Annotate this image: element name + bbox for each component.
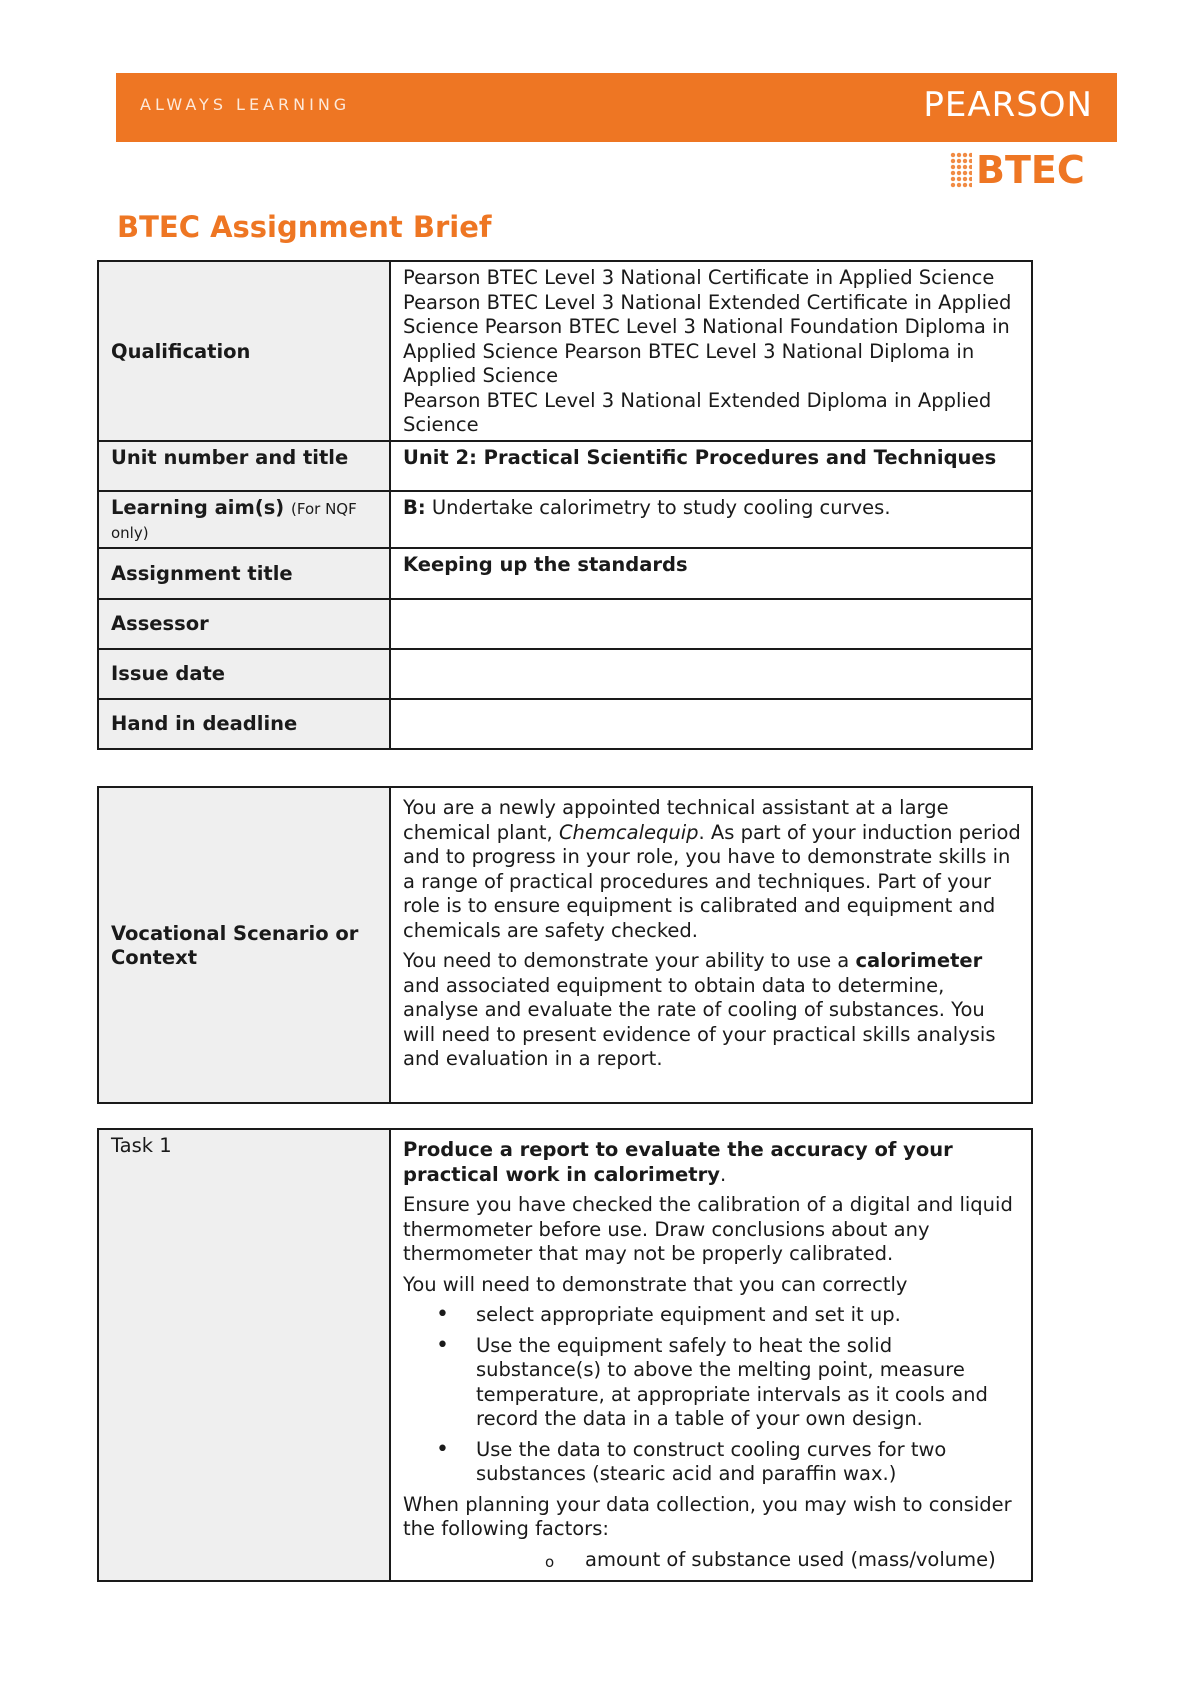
task-heading-end: . [719,1162,727,1186]
task-paragraph: When planning your data collection, you may wish to consider the following factors: [403,1492,1012,1540]
learning-aim-label-text: Learning aim(s) [111,495,285,519]
scenario-paragraph [403,796,1021,943]
assessor-label: Assessor [98,599,390,649]
btec-dots-icon [950,152,972,188]
learning-aim-value [390,491,1032,548]
table-row [98,261,1032,441]
assignment-title-value: Keeping up the standards [390,548,1032,599]
list-item: o amount of substance used (mass/volume) [403,1548,1021,1573]
btec-logo-text: BTEC [976,148,1085,192]
task-heading [403,1138,1021,1187]
task-label: Task 1 [98,1129,390,1581]
page-title: BTEC Assignment Brief [117,210,492,244]
table-row [98,441,1032,491]
scenario-text-c: You need to demonstrate your ability to use a [403,949,856,972]
list-item: • Use the data to construct cooling curves for two substances (stearic acid and paraffin wax.) [403,1438,1021,1487]
table-row [98,699,1032,749]
issue-date-label: Issue date [98,649,390,699]
details-table [97,260,1033,750]
unit-value: Unit 2: Practical Scientific Procedures and Techniques [390,441,1032,491]
table-row [98,599,1032,649]
assignment-title-label: Assignment title [98,548,390,599]
assessor-value[interactable] [390,599,1032,649]
company-name: Chemcalequip [558,820,699,844]
table-row [98,491,1032,548]
qualification-line: Pearson BTEC Level 3 National Extended Diploma in Applied Science [403,388,992,436]
task-bullet-list [403,1303,1021,1487]
qualification-label: Qualification [98,261,390,441]
task-table [97,1128,1033,1582]
pearson-logo: PEARSON [923,85,1093,125]
task-sub-list [403,1548,1021,1573]
scenario-text [390,787,1032,1103]
qualification-line: Pearson BTEC Level 3 National Extended Certificate in Applied Science Pearson BTEC Level 3 National Foundation Diploma in Applied Science Pearson BTEC Level 3 National Diploma in Applied Science [403,290,1012,387]
table-row [98,548,1032,599]
learning-aim-note: (For NQF only) [111,499,357,542]
issue-date-value[interactable] [390,649,1032,699]
unit-label: Unit number and title [98,441,390,491]
scenario-table [97,786,1033,1104]
deadline-value[interactable] [390,699,1032,749]
qualification-line: Pearson BTEC Level 3 National Certificate in Applied Science [403,266,995,289]
scenario-text-a: You are a newly appointed technical assistant at a large chemical plant, [403,796,949,844]
task-paragraph: Ensure you have checked the calibration of a digital and liquid thermometer before use. Draw conclusions about any thermometer that may not be properly calibrated. [403,1193,1013,1265]
scenario-label: Vocational Scenario or Context [98,787,390,1103]
scenario-paragraph [403,949,1021,1072]
table-row [98,1129,1032,1581]
table-row [98,649,1032,699]
learning-aim-prefix: B: [403,495,426,519]
learning-aim-label [98,491,390,548]
calorimeter-term: calorimeter [855,949,983,972]
scenario-text-b: . As part of your induction period and to progress in your role, you have to demonstrate skills in a range of practical procedures and techniques. Part of your role is to ensure equipment is calibrated and equipment and chemicals are safety checked. [403,820,1021,942]
btec-logo [950,148,1085,192]
list-item: • Use the equipment safely to heat the solid substance(s) to above the melting point, measure temperature, at appropriate intervals as it cools and record the data in a table of your own design. [403,1334,1021,1432]
tagline: ALWAYS LEARNING [140,95,351,114]
task-content [390,1129,1032,1581]
task-heading-text: Produce a report to evaluate the accuracy of your practical work in calorimetry [403,1138,953,1186]
deadline-label: Hand in deadline [98,699,390,749]
learning-aim-text: Undertake calorimetry to study cooling curves. [431,495,891,519]
task-paragraph: You will need to demonstrate that you can correctly [403,1272,908,1296]
table-row [98,787,1032,1103]
qualification-value [390,261,1032,441]
scenario-text-d: and associated equipment to obtain data to determine, analyse and evaluate the rate of cooling of substances. You will need to present evidence of your practical skills analysis and evaluation in a report. [403,973,996,1070]
pearson-banner [116,73,1117,142]
list-item: • select appropriate equipment and set it up. [403,1303,1021,1328]
